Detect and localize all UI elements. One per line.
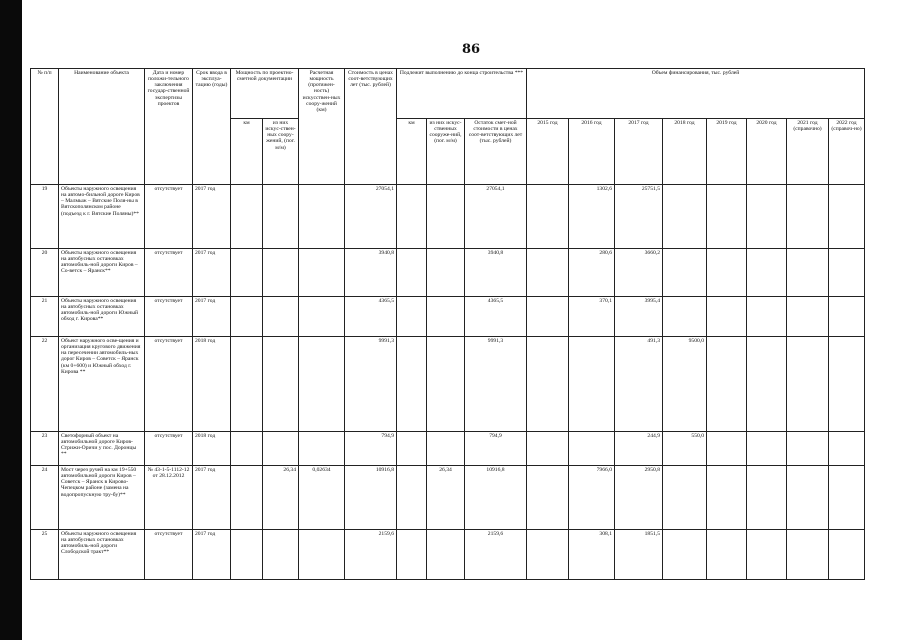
col-year-header: 2020 год [747, 119, 787, 185]
row-2015 [527, 185, 569, 249]
row-2022 [829, 249, 865, 297]
row-calc [299, 530, 345, 580]
row-2021 [787, 297, 829, 337]
row-2020 [747, 530, 787, 580]
row-name: Объекты наружного освещения на автобусных остановках автомобиль-ной дороги Слободской тракт** [59, 530, 145, 580]
row-part [427, 249, 465, 297]
row-2015 [527, 432, 569, 466]
row-2022 [829, 466, 865, 530]
row-approval: отсутствует [145, 297, 193, 337]
row-part [427, 297, 465, 337]
col-year-header: 2016 год [569, 119, 615, 185]
col-remaining-header: Остаток смет-ной стоимости в ценах соот-ветствующих лет (тыс. рублей) [465, 119, 527, 185]
row-name: Объекты наружного освещения на автомо-бильной дороге Киров – Малмыж – Вятские Поля-ны в Вятскополянском районе (подъезд к г. Вятские Поляны)** [59, 185, 145, 249]
row-2018: 550,0 [663, 432, 707, 466]
row-approval: отсутствует [145, 185, 193, 249]
row-pkm [397, 466, 427, 530]
row-num: 25 [31, 530, 59, 580]
col-cost-header: Стоимость в ценах соот-ветствующих лет (тыс. рублей) [345, 69, 397, 185]
row-cost: 2159,6 [345, 530, 397, 580]
row-calc [299, 432, 345, 466]
table-row [31, 432, 865, 466]
row-approval: отсутствует [145, 249, 193, 297]
row-approval: отсутствует [145, 530, 193, 580]
row-2017: 25751,5 [615, 185, 663, 249]
row-name: Объекты наружного освещения на автобусных остановках автомобиль-ной дороги Южный обход г. Кирова** [59, 297, 145, 337]
row-2017: 2950,8 [615, 466, 663, 530]
row-approval: отсутствует [145, 337, 193, 432]
row-remain: 27054,1 [465, 185, 527, 249]
row-2015 [527, 337, 569, 432]
row-part: 26,34 [427, 466, 465, 530]
row-pkm [397, 337, 427, 432]
col-capacity-header: Мощность по проектно-сметной документации [231, 69, 299, 119]
row-art [263, 530, 299, 580]
table-row [31, 185, 865, 249]
row-km [231, 466, 263, 530]
row-art [263, 432, 299, 466]
row-2016: 1302,6 [569, 185, 615, 249]
row-km [231, 432, 263, 466]
row-2016: 308,1 [569, 530, 615, 580]
row-2020 [747, 432, 787, 466]
row-2019 [707, 530, 747, 580]
table-row [31, 249, 865, 297]
row-name: Светофорный объект на автомобильной дороге Киров-Стрижи-Оричи у пос. Доронцы ** [59, 432, 145, 466]
col-year-header: 2018 год [663, 119, 707, 185]
row-2018 [663, 249, 707, 297]
row-name: Объект наружного осве-щения и организация кругового движения на пересечении автомобиль-ных дорог Киров – Советск – Яранск (км 0+600) и Южный обход г. Кирова ** [59, 337, 145, 432]
row-2017: 3995,4 [615, 297, 663, 337]
row-pkm [397, 530, 427, 580]
row-2016: 280,6 [569, 249, 615, 297]
row-2019 [707, 432, 747, 466]
row-cost: 3940,8 [345, 249, 397, 297]
col-num-header: № п/п [31, 69, 59, 185]
row-2016: 370,1 [569, 297, 615, 337]
row-2017: 491,3 [615, 337, 663, 432]
col-year-header: 2017 год [615, 119, 663, 185]
row-term: 2017 год [193, 249, 231, 297]
row-cost: 27054,1 [345, 185, 397, 249]
row-remain: 794,9 [465, 432, 527, 466]
row-num: 19 [31, 185, 59, 249]
row-2015 [527, 530, 569, 580]
row-2017: 3660,2 [615, 249, 663, 297]
row-pkm [397, 249, 427, 297]
row-km [231, 530, 263, 580]
col-name-header: Наименование объекта [59, 69, 145, 185]
row-2017: 1851,5 [615, 530, 663, 580]
row-term: 2017 год [193, 297, 231, 337]
row-pkm [397, 185, 427, 249]
row-2022 [829, 432, 865, 466]
col-pend-km-header: км [397, 119, 427, 185]
row-km [231, 185, 263, 249]
col-year-header: 2021 год (справочно) [787, 119, 829, 185]
row-2015 [527, 466, 569, 530]
row-2016 [569, 432, 615, 466]
row-2019 [707, 249, 747, 297]
row-art: 26,34 [263, 466, 299, 530]
row-2019 [707, 297, 747, 337]
page-number: 86 [462, 42, 481, 57]
scan-edge-bar [0, 0, 22, 640]
row-km [231, 249, 263, 297]
row-art [263, 249, 299, 297]
row-calc [299, 249, 345, 297]
row-remain: 2159,6 [465, 530, 527, 580]
col-pending-header: Подлежит выполнению до конца строительства *** [397, 69, 527, 119]
row-approval: № 43-1-5-1112-12 от 28.12.2012 [145, 466, 193, 530]
row-2019 [707, 185, 747, 249]
col-year-header: 2019 год [707, 119, 747, 185]
row-part [427, 432, 465, 466]
row-remain: 9991,3 [465, 337, 527, 432]
row-cost: 4365,5 [345, 297, 397, 337]
row-remain: 3940,8 [465, 249, 527, 297]
row-art [263, 297, 299, 337]
col-year-header: 2015 год [527, 119, 569, 185]
row-2018 [663, 530, 707, 580]
row-2022 [829, 185, 865, 249]
row-calc [299, 297, 345, 337]
row-2020 [747, 297, 787, 337]
row-num: 24 [31, 466, 59, 530]
row-2020 [747, 466, 787, 530]
row-2022 [829, 530, 865, 580]
row-num: 23 [31, 432, 59, 466]
investment-table [30, 68, 865, 580]
row-2015 [527, 297, 569, 337]
table-row [31, 297, 865, 337]
col-artificial-header: из них искус-ствен-ных соору-жений, (пог. м/м) [263, 119, 299, 185]
row-2018 [663, 466, 707, 530]
row-2019 [707, 337, 747, 432]
row-cost: 10916,8 [345, 466, 397, 530]
col-year-header: 2022 год (справоч-но) [829, 119, 865, 185]
table-row [31, 466, 865, 530]
row-name: Объекты наружного освещения на автобусных остановках автомобиль-ной дороги Киров – Со-ветск – Яранск** [59, 249, 145, 297]
row-approval: отсутствует [145, 432, 193, 466]
row-remain: 10916,8 [465, 466, 527, 530]
row-calc [299, 337, 345, 432]
row-part [427, 185, 465, 249]
row-art [263, 185, 299, 249]
row-term: 2017 год [193, 530, 231, 580]
col-term-header: Срок ввода в эксплуа-тацию (годы) [193, 69, 231, 185]
row-part [427, 530, 465, 580]
row-calc [299, 185, 345, 249]
row-2020 [747, 185, 787, 249]
row-2016: 7966,0 [569, 466, 615, 530]
table-header-row [31, 69, 865, 119]
row-2018 [663, 297, 707, 337]
row-name: Мост через ручей на км 19+550 автомобильной дороги Киров – Советск – Яранск в Кирово-Чепецком районе (замена на водопропускную тру-бу)** [59, 466, 145, 530]
row-km [231, 337, 263, 432]
row-2020 [747, 249, 787, 297]
row-km [231, 297, 263, 337]
row-term: 2017 год [193, 466, 231, 530]
row-2021 [787, 337, 829, 432]
row-remain: 4365,5 [465, 297, 527, 337]
row-cost: 794,9 [345, 432, 397, 466]
col-financing-header: Объем финансирования, тыс. рублей [527, 69, 865, 119]
row-2019 [707, 466, 747, 530]
col-calc-capacity-header: Расчетная мощность (протяжен-ность) искусствен-ных соору-жений (км) [299, 69, 345, 185]
row-2017: 244,9 [615, 432, 663, 466]
row-2016 [569, 337, 615, 432]
row-pkm [397, 297, 427, 337]
row-2021 [787, 530, 829, 580]
row-2021 [787, 466, 829, 530]
col-pend-artificial-header: из них искус-ственных сооруже-ний, (пог. м/м) [427, 119, 465, 185]
row-2021 [787, 185, 829, 249]
row-calc: 0,02634 [299, 466, 345, 530]
row-2015 [527, 249, 569, 297]
row-2021 [787, 249, 829, 297]
row-2022 [829, 337, 865, 432]
row-term: 2017 год [193, 185, 231, 249]
col-approval-header: Дата и номер положи-тельного заключения государ-ственной экспертизы проектов [145, 69, 193, 185]
table-row [31, 530, 865, 580]
table-row [31, 337, 865, 432]
row-term: 2018 год [193, 337, 231, 432]
row-pkm [397, 432, 427, 466]
row-cost: 9991,3 [345, 337, 397, 432]
row-num: 20 [31, 249, 59, 297]
row-term: 2018 год [193, 432, 231, 466]
row-num: 22 [31, 337, 59, 432]
row-2020 [747, 337, 787, 432]
row-2021 [787, 432, 829, 466]
col-km-header: км [231, 119, 263, 185]
row-art [263, 337, 299, 432]
row-2018 [663, 185, 707, 249]
row-part [427, 337, 465, 432]
row-2022 [829, 297, 865, 337]
row-2018: 9500,0 [663, 337, 707, 432]
row-num: 21 [31, 297, 59, 337]
